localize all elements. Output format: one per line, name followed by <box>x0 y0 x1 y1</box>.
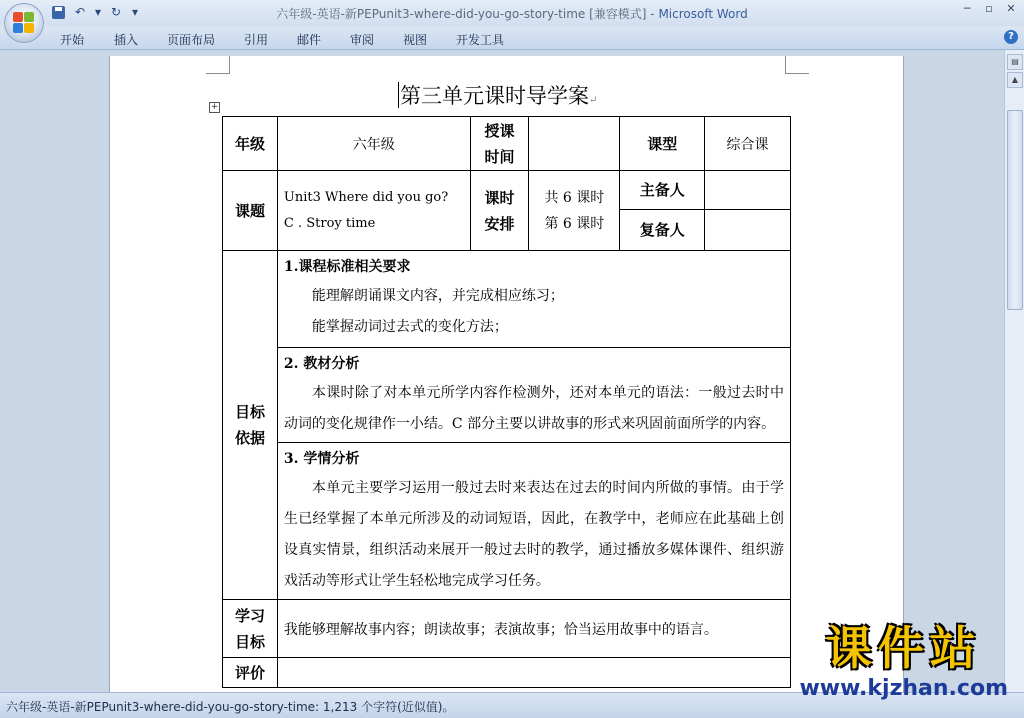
topic-label: 课题 <box>234 201 265 220</box>
tab-developer[interactable]: 开发工具 <box>456 33 505 47</box>
paragraph-mark: ↵ <box>589 95 598 106</box>
scroll-thumb[interactable] <box>1007 110 1023 310</box>
title-bar <box>0 0 1024 26</box>
watermark-url: www.kjzhan.com <box>799 676 1008 701</box>
section-paragraph: 本课时除了对本单元所学内容作检测外，还对本单元的语法：一般过去时中动词的变化规律作一小结。C 部分主要以讲故事的形式来巩固前面所学的内容。 <box>283 385 784 432</box>
grade-value-cell[interactable] <box>277 117 470 171</box>
lesson-type-label-cell[interactable] <box>620 117 705 171</box>
tab-page-layout[interactable]: 页面布局 <box>167 33 216 47</box>
schedule-value-cell[interactable] <box>529 171 620 251</box>
document-title-text: 第三单元课时导学案 <box>400 84 589 108</box>
evaluation-cell[interactable] <box>277 658 790 688</box>
tab-view[interactable]: 视图 <box>403 33 428 47</box>
document-name: 六年级-英语-新PEPunit3-where-did-you-go-story-time [兼容模式] <box>276 7 647 21</box>
schedule-label-line1: 课时 <box>484 188 515 207</box>
section-heading: 3. 学情分析 <box>283 451 360 467</box>
schedule-label-line2: 安排 <box>484 214 515 233</box>
crop-mark-left <box>206 56 230 74</box>
class-time-label-cell[interactable] <box>470 117 529 171</box>
redo-button[interactable]: ↻ <box>110 5 122 19</box>
office-button[interactable] <box>4 3 44 43</box>
title-separator: - <box>646 7 659 21</box>
restore-button[interactable]: ▫ <box>985 2 993 15</box>
undo-dropdown[interactable]: ▾ <box>94 5 102 19</box>
grade-value: 六年级 <box>352 136 395 153</box>
learning-goal-label-line2: 目标 <box>234 632 265 651</box>
grade-label: 年级 <box>234 134 265 153</box>
undo-button[interactable]: ↶ <box>74 5 86 19</box>
textbook-analysis-cell[interactable] <box>277 348 790 443</box>
section-heading: 1.课程标准相关要求 <box>283 259 411 275</box>
learner-analysis-cell[interactable] <box>277 443 790 600</box>
tab-review[interactable]: 审阅 <box>350 33 375 47</box>
topic-label-cell[interactable] <box>223 171 278 251</box>
crop-mark-right <box>785 56 809 74</box>
topic-line1: Unit3 Where did you go? <box>283 189 449 205</box>
class-time-label-line1: 授课 <box>484 121 515 140</box>
ribbon-tabs <box>0 26 1024 50</box>
basis-label-cell[interactable] <box>223 251 278 600</box>
office-logo-icon <box>13 12 35 34</box>
basis-label-line1: 目标 <box>234 403 265 421</box>
curriculum-requirements-cell[interactable] <box>277 251 790 348</box>
help-icon[interactable]: ? <box>1004 30 1018 44</box>
section-paragraph: 能理解朗诵课文内容，并完成相应练习； <box>311 288 564 304</box>
close-button[interactable]: ✕ <box>1006 2 1016 15</box>
table-move-handle-icon[interactable]: + <box>210 102 219 112</box>
learning-goal-text: 我能够理解故事内容；朗读故事；表演故事；恰当运用故事中的语言。 <box>283 621 718 638</box>
section-heading: 2. 教材分析 <box>283 356 360 372</box>
schedule-label-cell[interactable] <box>470 171 529 251</box>
scroll-up-button[interactable]: ▲ <box>1007 72 1023 88</box>
lead-preparer-label-cell[interactable] <box>620 171 705 210</box>
evaluation-label: 评价 <box>234 663 265 682</box>
evaluation-label-cell[interactable] <box>223 658 278 688</box>
learning-goal-cell[interactable] <box>277 600 790 658</box>
app-name: Microsoft Word <box>658 7 748 21</box>
learning-goal-label-cell[interactable] <box>223 600 278 658</box>
watermark-title: 课件站 <box>825 621 982 675</box>
status-text: 六年级-英语-新PEPunit3-where-did-you-go-story-time: 1,213 个字符(近似值)。 <box>6 700 455 714</box>
window-title <box>0 5 1024 22</box>
document-area[interactable] <box>0 50 1004 692</box>
lesson-type-value: 综合课 <box>726 136 769 153</box>
section-paragraph: 能掌握动词过去式的变化方法； <box>311 319 508 335</box>
lesson-type-label: 课型 <box>647 134 678 153</box>
tab-insert[interactable]: 插入 <box>114 33 139 47</box>
learning-goal-label-line1: 学习 <box>234 606 265 625</box>
document-page[interactable] <box>109 56 904 692</box>
topic-value-cell[interactable] <box>277 171 470 251</box>
grade-label-cell[interactable] <box>223 117 278 171</box>
window-controls <box>958 2 1020 16</box>
lesson-plan-table[interactable] <box>222 116 791 688</box>
review-preparer-label-cell[interactable] <box>620 210 705 251</box>
review-preparer-value-cell[interactable] <box>705 210 791 251</box>
tab-home[interactable]: 开始 <box>60 33 85 47</box>
schedule-line1: 共 6 课时 <box>544 189 605 206</box>
minimize-button[interactable]: ─ <box>963 2 971 15</box>
class-time-value-cell[interactable] <box>529 117 620 171</box>
lead-preparer-label: 主备人 <box>639 181 685 199</box>
document-title[interactable] <box>400 80 597 110</box>
topic-line2: C . Stroy time <box>283 215 376 231</box>
lead-preparer-value-cell[interactable] <box>705 171 791 210</box>
lesson-type-value-cell[interactable] <box>705 117 791 171</box>
ruler-toggle-icon[interactable]: ▤ <box>1007 54 1023 70</box>
schedule-line2: 第 6 课时 <box>544 215 605 232</box>
watermark <box>799 612 1008 701</box>
section-paragraph: 本单元主要学习运用一般过去时来表达在过去的时间内所做的事情。由于学生已经掌握了本单元所涉及的动词短语，因此，在教学中，老师应在此基础上创设真实情景，组织活动来展开一般过去时的教学，通过播放多媒体课件、组织游戏活动等形式让学生轻松地完成学习任务。 <box>283 480 784 589</box>
customize-qat-button[interactable]: ▾ <box>131 5 139 19</box>
review-preparer-label: 复备人 <box>639 221 685 239</box>
basis-label-line2: 依据 <box>234 429 265 447</box>
class-time-label-line2: 时间 <box>484 147 515 166</box>
vertical-scrollbar[interactable] <box>1004 50 1024 692</box>
tab-mailings[interactable]: 邮件 <box>297 33 322 47</box>
tab-references[interactable]: 引用 <box>244 33 269 47</box>
